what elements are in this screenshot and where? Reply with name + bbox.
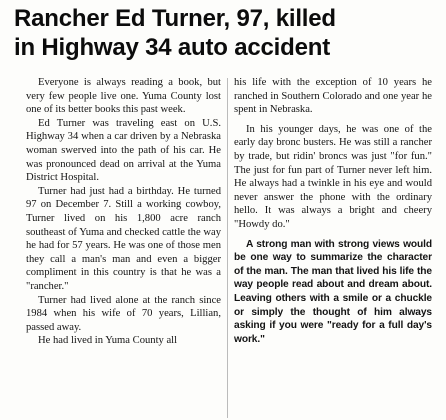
paragraph: In his younger days, he was one of the early day bronc busters. He was still a rancher by trade, but ridin' broncs was just "for fun." The just for fun part of Turner never left him. He always had a twinkle in his eye and would never answer the phone with the ordinary hello. It was always a bright and cheery "Howdy do." <box>234 123 432 230</box>
paragraph: A strong man with strong views would be one way to summarize the character of the man. The man that lived his life the way people read about and dream about. Leaving others with a smile or a chuckle or simply the thought of him always asking if you were "ready for a full day's work." <box>234 238 432 345</box>
headline-line-1: Rancher Ed Turner, 97, killed <box>14 5 336 32</box>
paragraph: Turner had lived alone at the ranch since 1984 when his wife of 70 years, Lillian, passed away. <box>26 294 221 333</box>
headline <box>14 4 440 62</box>
paragraph: He had lived in Yuma County all <box>38 335 178 347</box>
paragraph: Ed Turner was traveling east on U.S. Highway 34 when a car driven by a Nebraska woman swerved into the path of his car. He was pronounced dead on arrival at the Yuma District Hospital. <box>26 117 221 184</box>
paragraph: his life with the exception of 10 years he ranched in Southern Colorado and one year he spent in Nebraska. <box>234 77 432 116</box>
column-divider <box>227 78 228 418</box>
paragraph: Everyone is always reading a book, but very few people live one. Yuma County lost one of its better books this past week. <box>26 77 221 116</box>
paragraph: Turner had just had a birthday. He turned 97 on December 7. Still a working cowboy, Turner lived on his 1,800 acre ranch southeast of Yuma and checked cattle the way he had for 57 years. He was one of those men they call a man's man and even a bigger compliment in this country is that he was a "rancher." <box>26 185 221 292</box>
article-column-left <box>26 76 221 348</box>
article-column-right <box>234 76 432 346</box>
headline-line-2: in Highway 34 auto accident <box>14 34 331 61</box>
